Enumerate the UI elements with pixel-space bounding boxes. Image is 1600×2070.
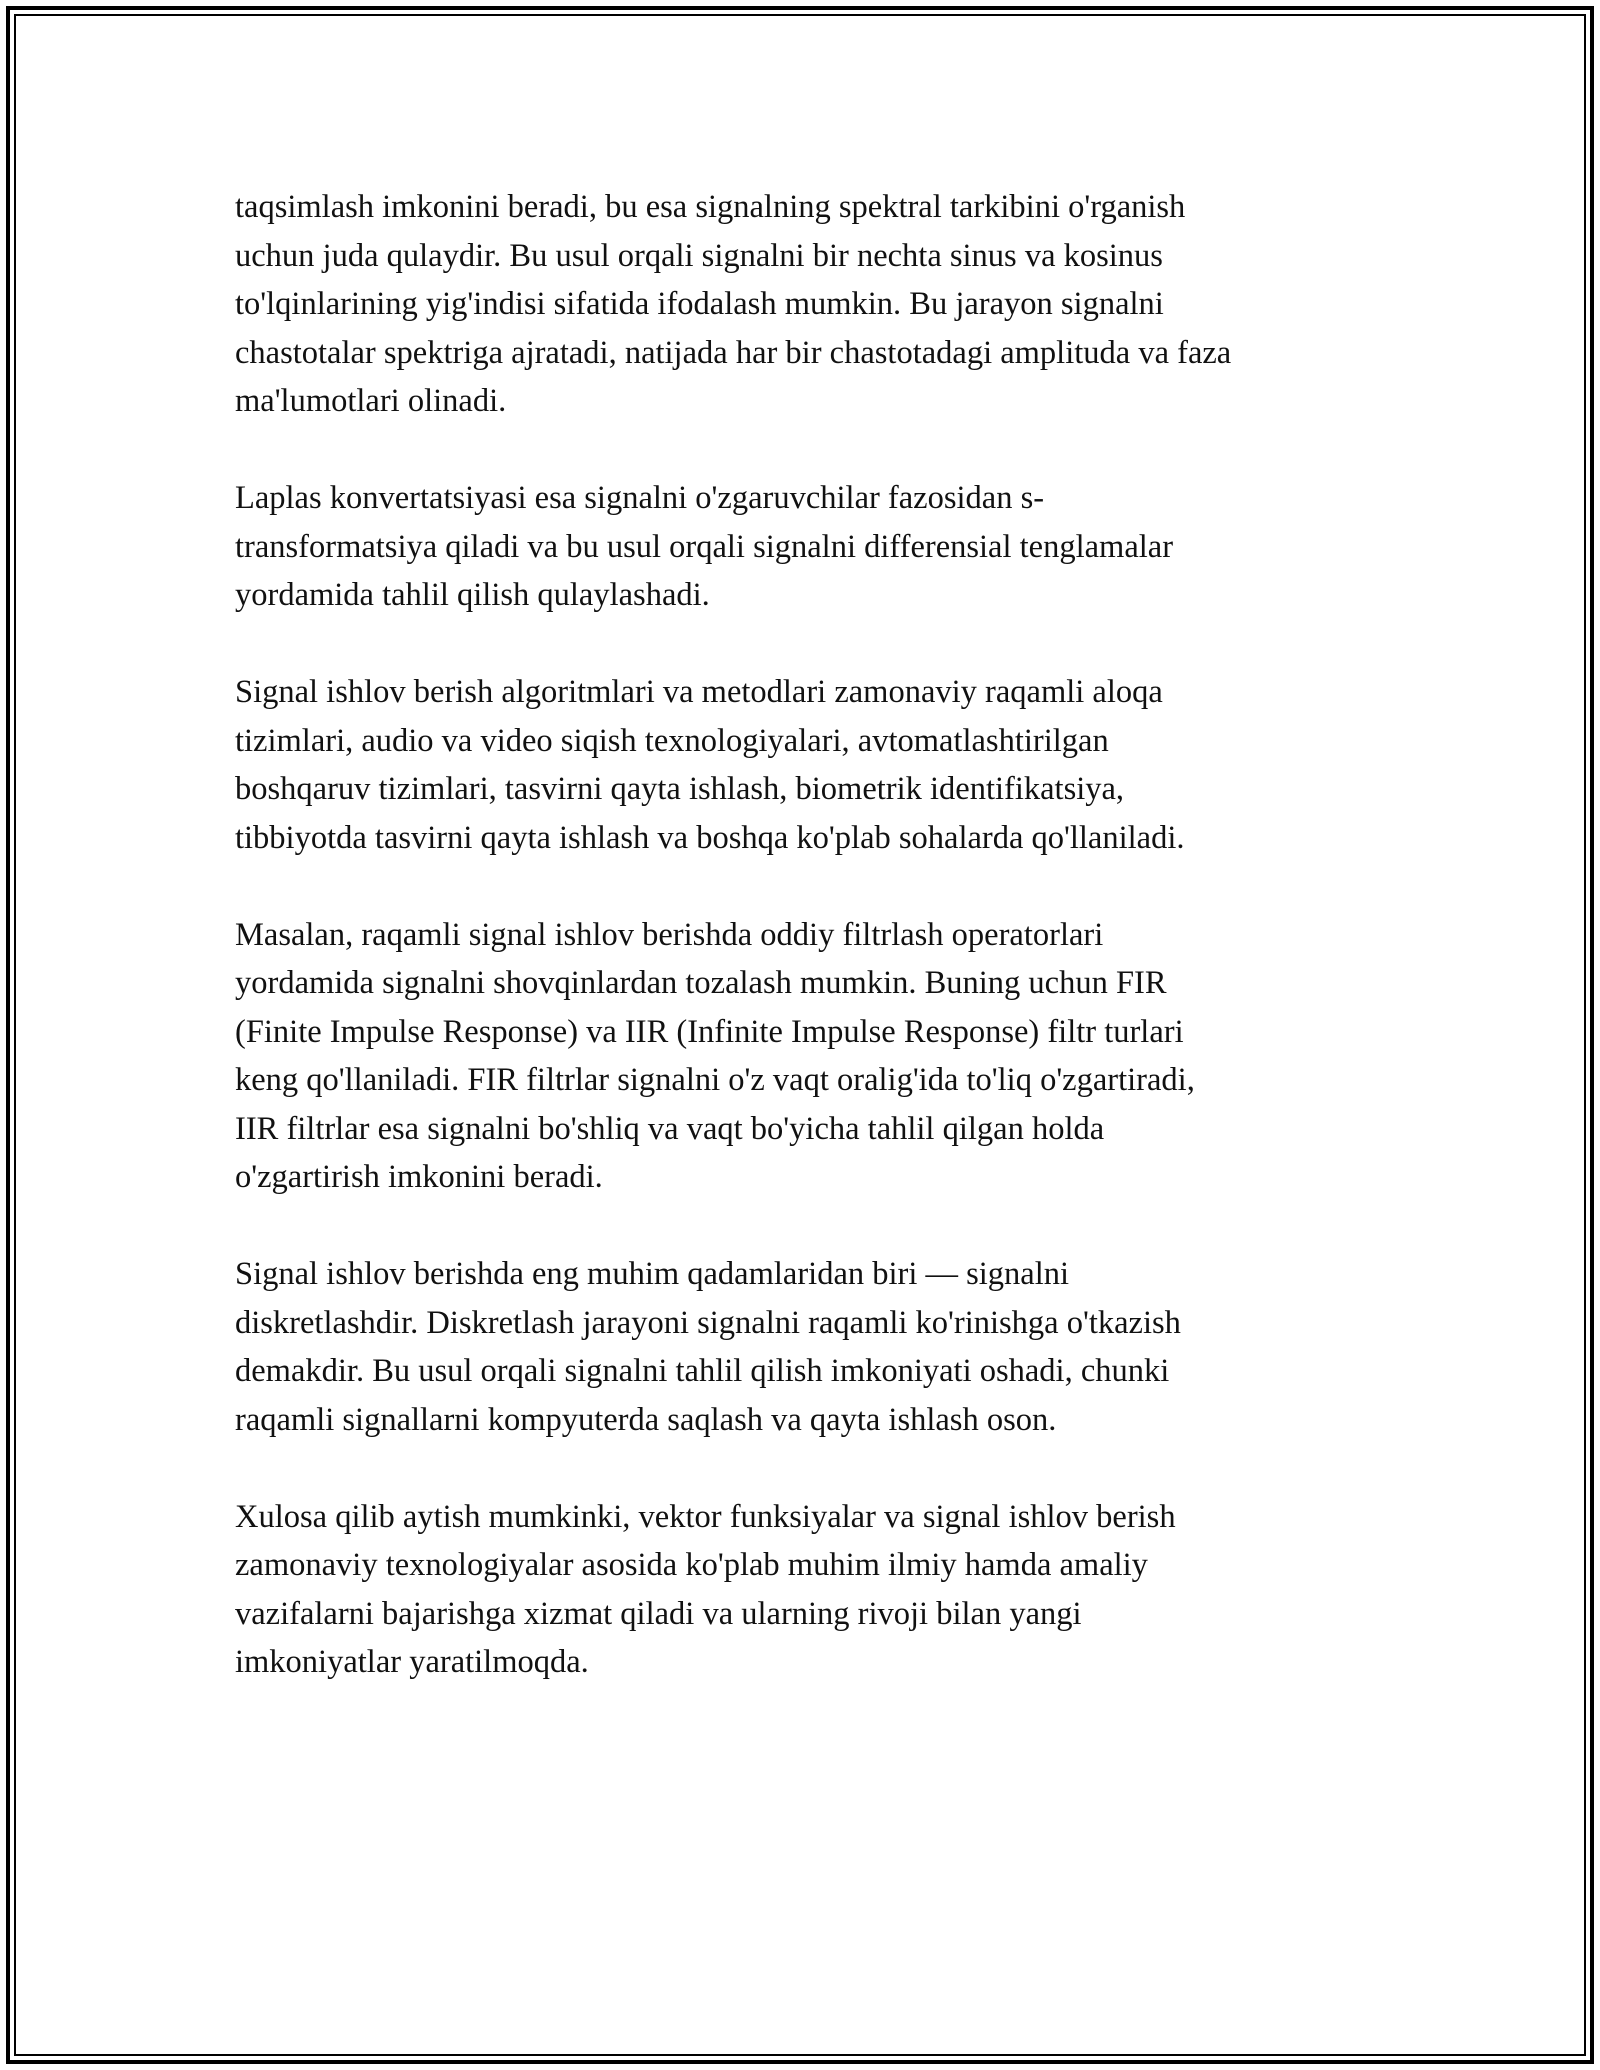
paragraph-discretization: Signal ishlov berishda eng muhim qadamlaridan biri — signalni diskretlashdir. Diskretlash jarayoni signalni raqamli ko'rinishga o'tkazish demakdir. Bu usul orqali signalni tahlil qilish imkoniyati oshadi, chunki raqamli signallarni kompyuterda saqlash va qayta ishlash oson. xyxy=(235,1256,1181,1438)
document-body xyxy=(235,183,1375,1735)
paragraph-applications: Signal ishlov berish algoritmlari va metodlari zamonaviy raqamli aloqa tizimlari, audio va video siqish texnologiyalari, avtomatlashtirilgan boshqaruv tizimlari, tasvirni qayta ishlash, biometrik identifikatsiya, tibbiyotda tasvirni qayta ishlash va boshqa ko'plab sohalarda qo'llaniladi. xyxy=(235,674,1185,856)
paragraph-laplace: Laplas konvertatsiyasi esa signalni o'zgaruvchilar fazosidan s- transformatsiya qiladi va bu usul orqali signalni differensial tenglamalar yordamida tahlil qilish qulaylashadi. xyxy=(235,480,1174,613)
paragraph-fourier: taqsimlash imkonini beradi, bu esa signalning spektral tarkibini o'rganish uchun juda qulaydir. Bu usul orqali signalni bir nechta sinus va kosinus to'lqinlarining yig'indisi sifatida ifodalash mumkin. Bu jarayon signalni chastotalar spektriga ajratadi, natijada har bir chastotadagi amplituda va faza ma'lumotlari olinadi. xyxy=(235,189,1232,419)
paragraph-conclusion: Xulosa qilib aytish mumkinki, vektor funksiyalar va signal ishlov berish zamonaviy texnologiyalar asosida ko'plab muhim ilmiy hamda amaliy vazifalarni bajarishga xizmat qiladi va ularning rivoji bilan yangi imkoniyatlar yaratilmoqda. xyxy=(235,1498,1176,1680)
paragraph-filters: Masalan, raqamli signal ishlov berishda oddiy filtrlash operatorlari yordamida signalni shovqinlardan tozalash mumkin. Buning uchun FIR (Finite Impulse Response) va IIR (Infinite Impulse Response) filtr turlari keng qo'llaniladi. FIR filtrlar signalni o'z vaqt oralig'ida to'liq o'zgartiradi, IIR filtrlar esa signalni bo'shliq va vaqt bo'yicha tahlil qilgan holda o'zgartirish imkonini beradi. xyxy=(235,916,1195,1195)
